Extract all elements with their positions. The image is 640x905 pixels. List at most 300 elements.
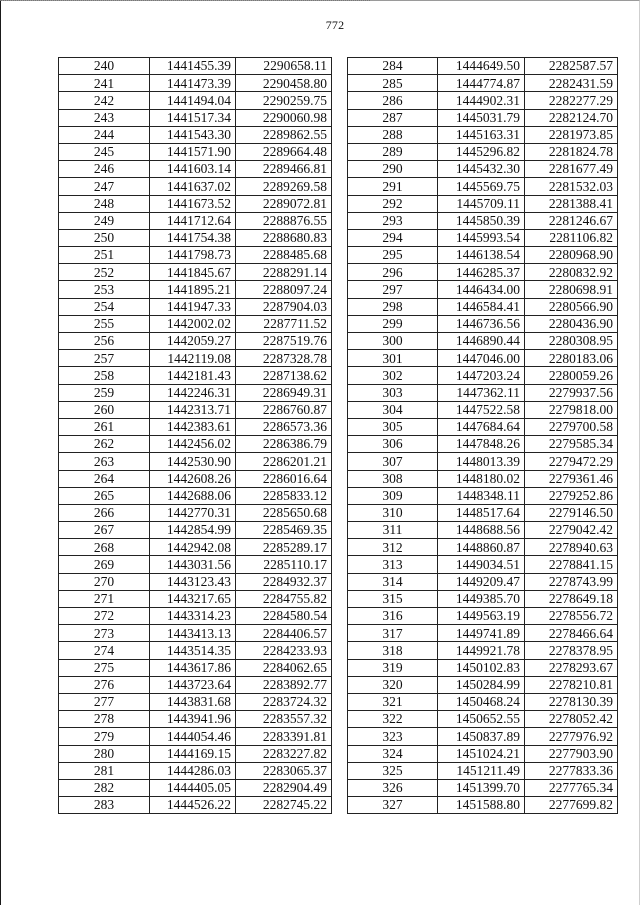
point-number-cell: 245 xyxy=(59,143,150,160)
coordinate-table-left xyxy=(58,57,332,814)
table-row xyxy=(59,418,332,435)
y-coordinate-cell: 2287519.76 xyxy=(236,333,332,350)
x-coordinate-cell: 1444169.15 xyxy=(150,745,236,762)
table-row xyxy=(59,779,332,796)
point-number-cell: 274 xyxy=(59,642,150,659)
table-row xyxy=(348,298,618,315)
x-coordinate-cell: 1442854.99 xyxy=(150,522,236,539)
point-number-cell: 275 xyxy=(59,659,150,676)
point-number-cell: 283 xyxy=(59,797,150,814)
x-coordinate-cell: 1442246.31 xyxy=(150,384,236,401)
y-coordinate-cell: 2278649.18 xyxy=(525,590,618,607)
x-coordinate-cell: 1446434.00 xyxy=(438,281,525,298)
y-coordinate-cell: 2284233.93 xyxy=(236,642,332,659)
y-coordinate-cell: 2282431.59 xyxy=(525,75,618,92)
point-number-cell: 240 xyxy=(59,58,150,75)
point-number-cell: 313 xyxy=(348,556,438,573)
table-row xyxy=(348,642,618,659)
table-row xyxy=(348,384,618,401)
table-row xyxy=(59,281,332,298)
point-number-cell: 324 xyxy=(348,745,438,762)
table-row xyxy=(348,625,618,642)
point-number-cell: 307 xyxy=(348,453,438,470)
x-coordinate-cell: 1446584.41 xyxy=(438,298,525,315)
point-number-cell: 280 xyxy=(59,745,150,762)
y-coordinate-cell: 2288097.24 xyxy=(236,281,332,298)
table-row xyxy=(59,625,332,642)
table-row xyxy=(59,126,332,143)
table-row xyxy=(59,642,332,659)
point-number-cell: 277 xyxy=(59,693,150,710)
table-row xyxy=(59,573,332,590)
point-number-cell: 270 xyxy=(59,573,150,590)
x-coordinate-cell: 1441947.33 xyxy=(150,298,236,315)
point-number-cell: 278 xyxy=(59,711,150,728)
point-number-cell: 284 xyxy=(348,58,438,75)
y-coordinate-cell: 2289466.81 xyxy=(236,161,332,178)
point-number-cell: 296 xyxy=(348,264,438,281)
table-row xyxy=(348,109,618,126)
point-number-cell: 261 xyxy=(59,418,150,435)
x-coordinate-cell: 1443831.68 xyxy=(150,693,236,710)
table-row xyxy=(348,247,618,264)
y-coordinate-cell: 2284406.57 xyxy=(236,625,332,642)
point-number-cell: 311 xyxy=(348,522,438,539)
x-coordinate-cell: 1451588.80 xyxy=(438,797,525,814)
point-number-cell: 310 xyxy=(348,504,438,521)
x-coordinate-cell: 1448013.39 xyxy=(438,453,525,470)
x-coordinate-cell: 1444054.46 xyxy=(150,728,236,745)
y-coordinate-cell: 2280566.90 xyxy=(525,298,618,315)
y-coordinate-cell: 2289862.55 xyxy=(236,126,332,143)
y-coordinate-cell: 2282277.29 xyxy=(525,92,618,109)
x-coordinate-cell: 1441845.67 xyxy=(150,264,236,281)
point-number-cell: 285 xyxy=(348,75,438,92)
point-number-cell: 248 xyxy=(59,195,150,212)
y-coordinate-cell: 2277765.34 xyxy=(525,779,618,796)
point-number-cell: 255 xyxy=(59,315,150,332)
point-number-cell: 297 xyxy=(348,281,438,298)
y-coordinate-cell: 2279472.29 xyxy=(525,453,618,470)
x-coordinate-cell: 1441455.39 xyxy=(150,58,236,75)
table-row xyxy=(59,229,332,246)
point-number-cell: 312 xyxy=(348,539,438,556)
point-number-cell: 253 xyxy=(59,281,150,298)
x-coordinate-cell: 1442770.31 xyxy=(150,504,236,521)
coordinate-table-left-body xyxy=(59,58,332,814)
table-row xyxy=(348,333,618,350)
x-coordinate-cell: 1442942.08 xyxy=(150,539,236,556)
table-row xyxy=(348,504,618,521)
table-row xyxy=(59,436,332,453)
point-number-cell: 256 xyxy=(59,333,150,350)
table-row xyxy=(59,745,332,762)
x-coordinate-cell: 1443941.96 xyxy=(150,711,236,728)
point-number-cell: 265 xyxy=(59,487,150,504)
table-row xyxy=(348,401,618,418)
x-coordinate-cell: 1448180.02 xyxy=(438,470,525,487)
y-coordinate-cell: 2278293.67 xyxy=(525,659,618,676)
x-coordinate-cell: 1443031.56 xyxy=(150,556,236,573)
x-coordinate-cell: 1444526.22 xyxy=(150,797,236,814)
point-number-cell: 291 xyxy=(348,178,438,195)
y-coordinate-cell: 2290458.80 xyxy=(236,75,332,92)
x-coordinate-cell: 1445709.11 xyxy=(438,195,525,212)
table-row xyxy=(59,298,332,315)
table-row xyxy=(59,659,332,676)
x-coordinate-cell: 1444405.05 xyxy=(150,779,236,796)
y-coordinate-cell: 2280183.06 xyxy=(525,350,618,367)
x-coordinate-cell: 1441637.02 xyxy=(150,178,236,195)
y-coordinate-cell: 2284932.37 xyxy=(236,573,332,590)
y-coordinate-cell: 2282745.22 xyxy=(236,797,332,814)
x-coordinate-cell: 1443514.35 xyxy=(150,642,236,659)
y-coordinate-cell: 2279700.58 xyxy=(525,418,618,435)
y-coordinate-cell: 2278466.64 xyxy=(525,625,618,642)
table-row xyxy=(348,161,618,178)
x-coordinate-cell: 1441473.39 xyxy=(150,75,236,92)
table-row xyxy=(348,797,618,814)
y-coordinate-cell: 2280436.90 xyxy=(525,315,618,332)
x-coordinate-cell: 1450284.99 xyxy=(438,676,525,693)
y-coordinate-cell: 2280698.91 xyxy=(525,281,618,298)
y-coordinate-cell: 2285469.35 xyxy=(236,522,332,539)
table-row xyxy=(348,229,618,246)
table-row xyxy=(59,264,332,281)
x-coordinate-cell: 1449034.51 xyxy=(438,556,525,573)
x-coordinate-cell: 1443617.86 xyxy=(150,659,236,676)
x-coordinate-cell: 1445993.54 xyxy=(438,229,525,246)
y-coordinate-cell: 2286573.36 xyxy=(236,418,332,435)
x-coordinate-cell: 1442608.26 xyxy=(150,470,236,487)
point-number-cell: 308 xyxy=(348,470,438,487)
x-coordinate-cell: 1447684.64 xyxy=(438,418,525,435)
point-number-cell: 304 xyxy=(348,401,438,418)
page-number: 772 xyxy=(325,18,345,32)
y-coordinate-cell: 2277903.90 xyxy=(525,745,618,762)
coordinate-table-right-body xyxy=(348,58,618,814)
table-row xyxy=(59,109,332,126)
x-coordinate-cell: 1447362.11 xyxy=(438,384,525,401)
y-coordinate-cell: 2278940.63 xyxy=(525,539,618,556)
top-rule xyxy=(0,0,370,1)
point-number-cell: 272 xyxy=(59,608,150,625)
table-row xyxy=(348,418,618,435)
y-coordinate-cell: 2277976.92 xyxy=(525,728,618,745)
y-coordinate-cell: 2288680.83 xyxy=(236,229,332,246)
y-coordinate-cell: 2278556.72 xyxy=(525,608,618,625)
y-coordinate-cell: 2280968.90 xyxy=(525,247,618,264)
y-coordinate-cell: 2279937.56 xyxy=(525,384,618,401)
x-coordinate-cell: 1442119.08 xyxy=(150,350,236,367)
table-row xyxy=(59,522,332,539)
point-number-cell: 306 xyxy=(348,436,438,453)
point-number-cell: 281 xyxy=(59,762,150,779)
table-row xyxy=(348,659,618,676)
point-number-cell: 258 xyxy=(59,367,150,384)
point-number-cell: 246 xyxy=(59,161,150,178)
point-number-cell: 257 xyxy=(59,350,150,367)
table-row xyxy=(59,58,332,75)
point-number-cell: 323 xyxy=(348,728,438,745)
point-number-cell: 287 xyxy=(348,109,438,126)
point-number-cell: 241 xyxy=(59,75,150,92)
x-coordinate-cell: 1441603.14 xyxy=(150,161,236,178)
y-coordinate-cell: 2284755.82 xyxy=(236,590,332,607)
x-coordinate-cell: 1449209.47 xyxy=(438,573,525,590)
table-row xyxy=(59,384,332,401)
x-coordinate-cell: 1444649.50 xyxy=(438,58,525,75)
point-number-cell: 244 xyxy=(59,126,150,143)
y-coordinate-cell: 2282904.49 xyxy=(236,779,332,796)
table-row xyxy=(348,436,618,453)
table-row xyxy=(59,247,332,264)
y-coordinate-cell: 2281388.41 xyxy=(525,195,618,212)
table-row xyxy=(59,92,332,109)
y-coordinate-cell: 2287138.62 xyxy=(236,367,332,384)
point-number-cell: 314 xyxy=(348,573,438,590)
table-row xyxy=(348,212,618,229)
point-number-cell: 326 xyxy=(348,779,438,796)
point-number-cell: 301 xyxy=(348,350,438,367)
x-coordinate-cell: 1441798.73 xyxy=(150,247,236,264)
table-row xyxy=(348,745,618,762)
y-coordinate-cell: 2287904.03 xyxy=(236,298,332,315)
y-coordinate-cell: 2281677.49 xyxy=(525,161,618,178)
point-number-cell: 309 xyxy=(348,487,438,504)
y-coordinate-cell: 2279042.42 xyxy=(525,522,618,539)
x-coordinate-cell: 1441895.21 xyxy=(150,281,236,298)
point-number-cell: 315 xyxy=(348,590,438,607)
table-row xyxy=(348,92,618,109)
table-row xyxy=(348,470,618,487)
y-coordinate-cell: 2290658.11 xyxy=(236,58,332,75)
y-coordinate-cell: 2281824.78 xyxy=(525,143,618,160)
y-coordinate-cell: 2281106.82 xyxy=(525,229,618,246)
y-coordinate-cell: 2279361.46 xyxy=(525,470,618,487)
y-coordinate-cell: 2278841.15 xyxy=(525,556,618,573)
table-row xyxy=(348,350,618,367)
y-coordinate-cell: 2281532.03 xyxy=(525,178,618,195)
y-coordinate-cell: 2286016.64 xyxy=(236,470,332,487)
y-coordinate-cell: 2290259.75 xyxy=(236,92,332,109)
table-row xyxy=(59,178,332,195)
point-number-cell: 327 xyxy=(348,797,438,814)
y-coordinate-cell: 2281973.85 xyxy=(525,126,618,143)
y-coordinate-cell: 2283227.82 xyxy=(236,745,332,762)
x-coordinate-cell: 1444774.87 xyxy=(438,75,525,92)
y-coordinate-cell: 2289664.48 xyxy=(236,143,332,160)
point-number-cell: 294 xyxy=(348,229,438,246)
table-row xyxy=(348,367,618,384)
x-coordinate-cell: 1445163.31 xyxy=(438,126,525,143)
y-coordinate-cell: 2285650.68 xyxy=(236,504,332,521)
table-row xyxy=(348,143,618,160)
table-row xyxy=(348,281,618,298)
x-coordinate-cell: 1443217.65 xyxy=(150,590,236,607)
x-coordinate-cell: 1444902.31 xyxy=(438,92,525,109)
x-coordinate-cell: 1449385.70 xyxy=(438,590,525,607)
x-coordinate-cell: 1446890.44 xyxy=(438,333,525,350)
table-row xyxy=(59,195,332,212)
y-coordinate-cell: 2286386.79 xyxy=(236,436,332,453)
table-row xyxy=(59,75,332,92)
y-coordinate-cell: 2278052.42 xyxy=(525,711,618,728)
table-row xyxy=(348,590,618,607)
table-row xyxy=(59,728,332,745)
table-row xyxy=(59,401,332,418)
point-number-cell: 286 xyxy=(348,92,438,109)
y-coordinate-cell: 2287711.52 xyxy=(236,315,332,332)
x-coordinate-cell: 1445031.79 xyxy=(438,109,525,126)
table-row xyxy=(348,573,618,590)
table-row xyxy=(59,608,332,625)
y-coordinate-cell: 2289072.81 xyxy=(236,195,332,212)
x-coordinate-cell: 1442313.71 xyxy=(150,401,236,418)
x-coordinate-cell: 1443413.13 xyxy=(150,625,236,642)
x-coordinate-cell: 1448688.56 xyxy=(438,522,525,539)
table-row xyxy=(59,676,332,693)
y-coordinate-cell: 2288876.55 xyxy=(236,212,332,229)
point-number-cell: 322 xyxy=(348,711,438,728)
y-coordinate-cell: 2279252.86 xyxy=(525,487,618,504)
y-coordinate-cell: 2284062.65 xyxy=(236,659,332,676)
table-row xyxy=(348,487,618,504)
table-row xyxy=(348,75,618,92)
table-row xyxy=(348,711,618,728)
table-row xyxy=(59,333,332,350)
x-coordinate-cell: 1450652.55 xyxy=(438,711,525,728)
point-number-cell: 317 xyxy=(348,625,438,642)
x-coordinate-cell: 1448860.87 xyxy=(438,539,525,556)
point-number-cell: 242 xyxy=(59,92,150,109)
table-row xyxy=(59,590,332,607)
y-coordinate-cell: 2279146.50 xyxy=(525,504,618,521)
y-coordinate-cell: 2281246.67 xyxy=(525,212,618,229)
point-number-cell: 273 xyxy=(59,625,150,642)
x-coordinate-cell: 1441754.38 xyxy=(150,229,236,246)
x-coordinate-cell: 1441517.34 xyxy=(150,109,236,126)
coordinate-table-right xyxy=(347,57,618,814)
table-row xyxy=(59,539,332,556)
point-number-cell: 252 xyxy=(59,264,150,281)
point-number-cell: 325 xyxy=(348,762,438,779)
point-number-cell: 263 xyxy=(59,453,150,470)
table-row xyxy=(348,676,618,693)
x-coordinate-cell: 1443723.64 xyxy=(150,676,236,693)
x-coordinate-cell: 1447046.00 xyxy=(438,350,525,367)
x-coordinate-cell: 1442059.27 xyxy=(150,333,236,350)
x-coordinate-cell: 1441543.30 xyxy=(150,126,236,143)
y-coordinate-cell: 2278378.95 xyxy=(525,642,618,659)
y-coordinate-cell: 2285110.17 xyxy=(236,556,332,573)
x-coordinate-cell: 1450102.83 xyxy=(438,659,525,676)
y-coordinate-cell: 2279585.34 xyxy=(525,436,618,453)
point-number-cell: 316 xyxy=(348,608,438,625)
table-row xyxy=(348,126,618,143)
y-coordinate-cell: 2286760.87 xyxy=(236,401,332,418)
point-number-cell: 318 xyxy=(348,642,438,659)
y-coordinate-cell: 2286201.21 xyxy=(236,453,332,470)
table-row xyxy=(59,453,332,470)
table-row xyxy=(348,315,618,332)
point-number-cell: 262 xyxy=(59,436,150,453)
table-row xyxy=(348,762,618,779)
point-number-cell: 320 xyxy=(348,676,438,693)
y-coordinate-cell: 2277699.82 xyxy=(525,797,618,814)
y-coordinate-cell: 2284580.54 xyxy=(236,608,332,625)
table-row xyxy=(348,178,618,195)
table-row xyxy=(59,487,332,504)
table-row xyxy=(348,728,618,745)
table-row xyxy=(59,143,332,160)
point-number-cell: 266 xyxy=(59,504,150,521)
table-row xyxy=(59,315,332,332)
x-coordinate-cell: 1445432.30 xyxy=(438,161,525,178)
table-row xyxy=(348,195,618,212)
point-number-cell: 289 xyxy=(348,143,438,160)
x-coordinate-cell: 1442456.02 xyxy=(150,436,236,453)
table-row xyxy=(59,762,332,779)
point-number-cell: 264 xyxy=(59,470,150,487)
x-coordinate-cell: 1448517.64 xyxy=(438,504,525,521)
point-number-cell: 271 xyxy=(59,590,150,607)
point-number-cell: 268 xyxy=(59,539,150,556)
point-number-cell: 303 xyxy=(348,384,438,401)
table-row xyxy=(348,608,618,625)
y-coordinate-cell: 2287328.78 xyxy=(236,350,332,367)
point-number-cell: 290 xyxy=(348,161,438,178)
y-coordinate-cell: 2282124.70 xyxy=(525,109,618,126)
point-number-cell: 267 xyxy=(59,522,150,539)
y-coordinate-cell: 2283065.37 xyxy=(236,762,332,779)
point-number-cell: 269 xyxy=(59,556,150,573)
x-coordinate-cell: 1445296.82 xyxy=(438,143,525,160)
table-row xyxy=(348,556,618,573)
point-number-cell: 260 xyxy=(59,401,150,418)
x-coordinate-cell: 1449741.89 xyxy=(438,625,525,642)
table-row xyxy=(348,58,618,75)
y-coordinate-cell: 2286949.31 xyxy=(236,384,332,401)
y-coordinate-cell: 2285289.17 xyxy=(236,539,332,556)
table-row xyxy=(59,470,332,487)
y-coordinate-cell: 2288485.68 xyxy=(236,247,332,264)
x-coordinate-cell: 1442181.43 xyxy=(150,367,236,384)
table-row xyxy=(59,212,332,229)
point-number-cell: 254 xyxy=(59,298,150,315)
point-number-cell: 282 xyxy=(59,779,150,796)
y-coordinate-cell: 2290060.98 xyxy=(236,109,332,126)
table-row xyxy=(348,522,618,539)
point-number-cell: 300 xyxy=(348,333,438,350)
table-row xyxy=(348,453,618,470)
table-row xyxy=(59,350,332,367)
y-coordinate-cell: 2282587.57 xyxy=(525,58,618,75)
x-coordinate-cell: 1447203.24 xyxy=(438,367,525,384)
point-number-cell: 288 xyxy=(348,126,438,143)
point-number-cell: 295 xyxy=(348,247,438,264)
table-row xyxy=(348,779,618,796)
point-number-cell: 298 xyxy=(348,298,438,315)
table-row xyxy=(59,711,332,728)
y-coordinate-cell: 2280832.92 xyxy=(525,264,618,281)
table-row xyxy=(59,693,332,710)
y-coordinate-cell: 2277833.36 xyxy=(525,762,618,779)
point-number-cell: 305 xyxy=(348,418,438,435)
y-coordinate-cell: 2280308.95 xyxy=(525,333,618,350)
y-coordinate-cell: 2278130.39 xyxy=(525,693,618,710)
point-number-cell: 299 xyxy=(348,315,438,332)
